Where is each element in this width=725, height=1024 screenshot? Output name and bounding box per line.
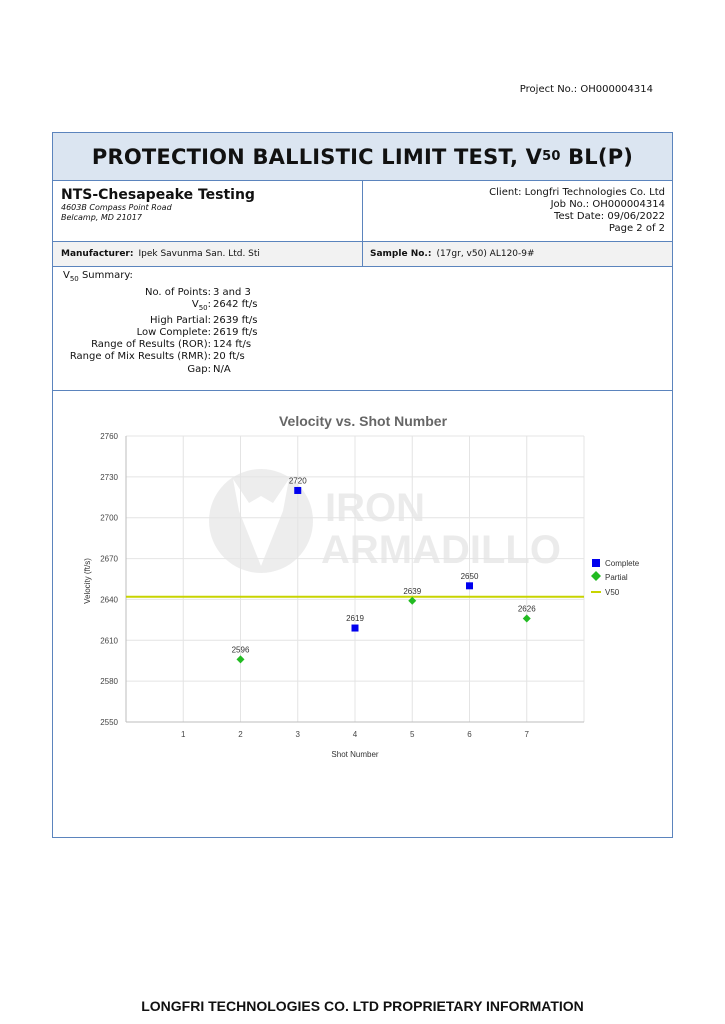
data-label: 2650 xyxy=(460,571,479,581)
v50-summary xyxy=(53,267,672,391)
partial-point xyxy=(237,655,245,663)
y-tick-label: 2580 xyxy=(100,677,118,687)
complete-point xyxy=(352,625,359,632)
legend-complete-label: Complete xyxy=(605,559,640,568)
legend-partial-label: Partial xyxy=(605,573,628,582)
x-tick-label: 1 xyxy=(181,730,186,739)
page-number: Page 2 of 2 xyxy=(608,223,665,234)
x-tick-label: 6 xyxy=(467,730,472,739)
watermark-line1: IRON xyxy=(325,486,425,530)
data-label: 2619 xyxy=(346,614,364,624)
lab-address-1: 4603B Compass Point Road xyxy=(61,203,172,212)
manufacturer-label: Manufacturer: xyxy=(61,249,134,259)
manufacturer xyxy=(53,242,363,266)
x-tick-label: 3 xyxy=(295,730,300,739)
x-tick-label: 5 xyxy=(410,730,415,739)
summary-title: $V_{50}$ Summary: xyxy=(63,270,133,283)
summary-row: Low Complete: 2619 ft/s xyxy=(136,326,258,338)
y-tick-label: 2610 xyxy=(100,636,118,646)
complete-point xyxy=(466,582,473,589)
chart-grid xyxy=(100,432,584,739)
y-tick-label: 2670 xyxy=(100,554,118,564)
project-number: Project No.: OH000004314 xyxy=(519,84,653,95)
data-label: 2596 xyxy=(231,645,250,655)
summary-rows xyxy=(63,287,257,376)
partial-point xyxy=(523,614,531,622)
title-sub: 50 xyxy=(542,149,561,164)
y-tick-label: 2550 xyxy=(100,718,118,727)
lab-name: NTS-Chesapeake Testing xyxy=(61,187,255,203)
lab-address-2: Belcamp, MD 21017 xyxy=(61,213,142,222)
manufacturer-sample-row xyxy=(53,242,672,267)
velocity-chart xyxy=(53,391,672,839)
client-name: Client: Longfri Technologies Co. Ltd xyxy=(489,187,665,198)
test-date: Test Date: 09/06/2022 xyxy=(554,211,665,222)
y-tick-label: 2700 xyxy=(100,513,118,523)
partial-point xyxy=(408,597,416,605)
report-title xyxy=(53,133,672,181)
lab-info xyxy=(53,181,363,241)
header-info-row xyxy=(53,181,672,242)
summary-row: Gap: N/A xyxy=(187,363,231,375)
complete-point xyxy=(294,487,301,494)
legend-partial-swatch xyxy=(591,571,601,581)
x-tick-label: 7 xyxy=(524,730,529,739)
legend-v50-label: V50 xyxy=(605,588,620,597)
title-suffix: BL(P) xyxy=(560,144,634,169)
y-axis-label: Velocity (ft/s) xyxy=(83,558,92,604)
summary-row: $V_{50}$: 2642 ft/s xyxy=(191,299,258,313)
chart-area xyxy=(53,391,672,843)
x-tick-label: 4 xyxy=(352,730,358,739)
data-label: 2720 xyxy=(288,476,307,486)
legend-complete-swatch xyxy=(592,559,600,567)
title-main: PROTECTION BALLISTIC LIMIT TEST, V xyxy=(91,144,543,169)
manufacturer-value: Ipek Savunma San. Ltd. Sti xyxy=(138,249,260,259)
sample-label: Sample No.: xyxy=(370,249,432,259)
watermark-logo xyxy=(209,469,561,573)
watermark-line2: ARMADILLO xyxy=(321,528,561,572)
summary-row: No. of Points: 3 and 3 xyxy=(144,287,251,298)
summary-row: High Partial: 2639 ft/s xyxy=(150,314,258,326)
report-frame xyxy=(52,132,673,838)
y-tick-label: 2730 xyxy=(100,472,118,482)
y-tick-label: 2760 xyxy=(100,432,118,441)
footer: LONGFRI TECHNOLOGIES CO. LTD PROPRIETARY INFORMATION xyxy=(141,998,584,1014)
client-info xyxy=(363,181,672,241)
y-tick-label: 2640 xyxy=(100,595,118,605)
x-tick-label: 2 xyxy=(238,730,243,739)
sample-value: (17gr, v50) AL120-9# xyxy=(436,249,535,259)
sample xyxy=(363,242,672,266)
chart-legend xyxy=(591,559,640,597)
chart-title: Velocity vs. Shot Number xyxy=(278,413,448,429)
summary-row: Range of Results (ROR): 124 ft/s xyxy=(91,339,252,351)
data-label: 2639 xyxy=(403,586,422,596)
x-axis-label: Shot Number xyxy=(331,750,379,759)
job-number: Job No.: OH000004314 xyxy=(550,199,665,210)
data-label: 2626 xyxy=(517,604,536,614)
summary-row: Range of Mix Results (RMR): 20 ft/s xyxy=(69,351,245,363)
